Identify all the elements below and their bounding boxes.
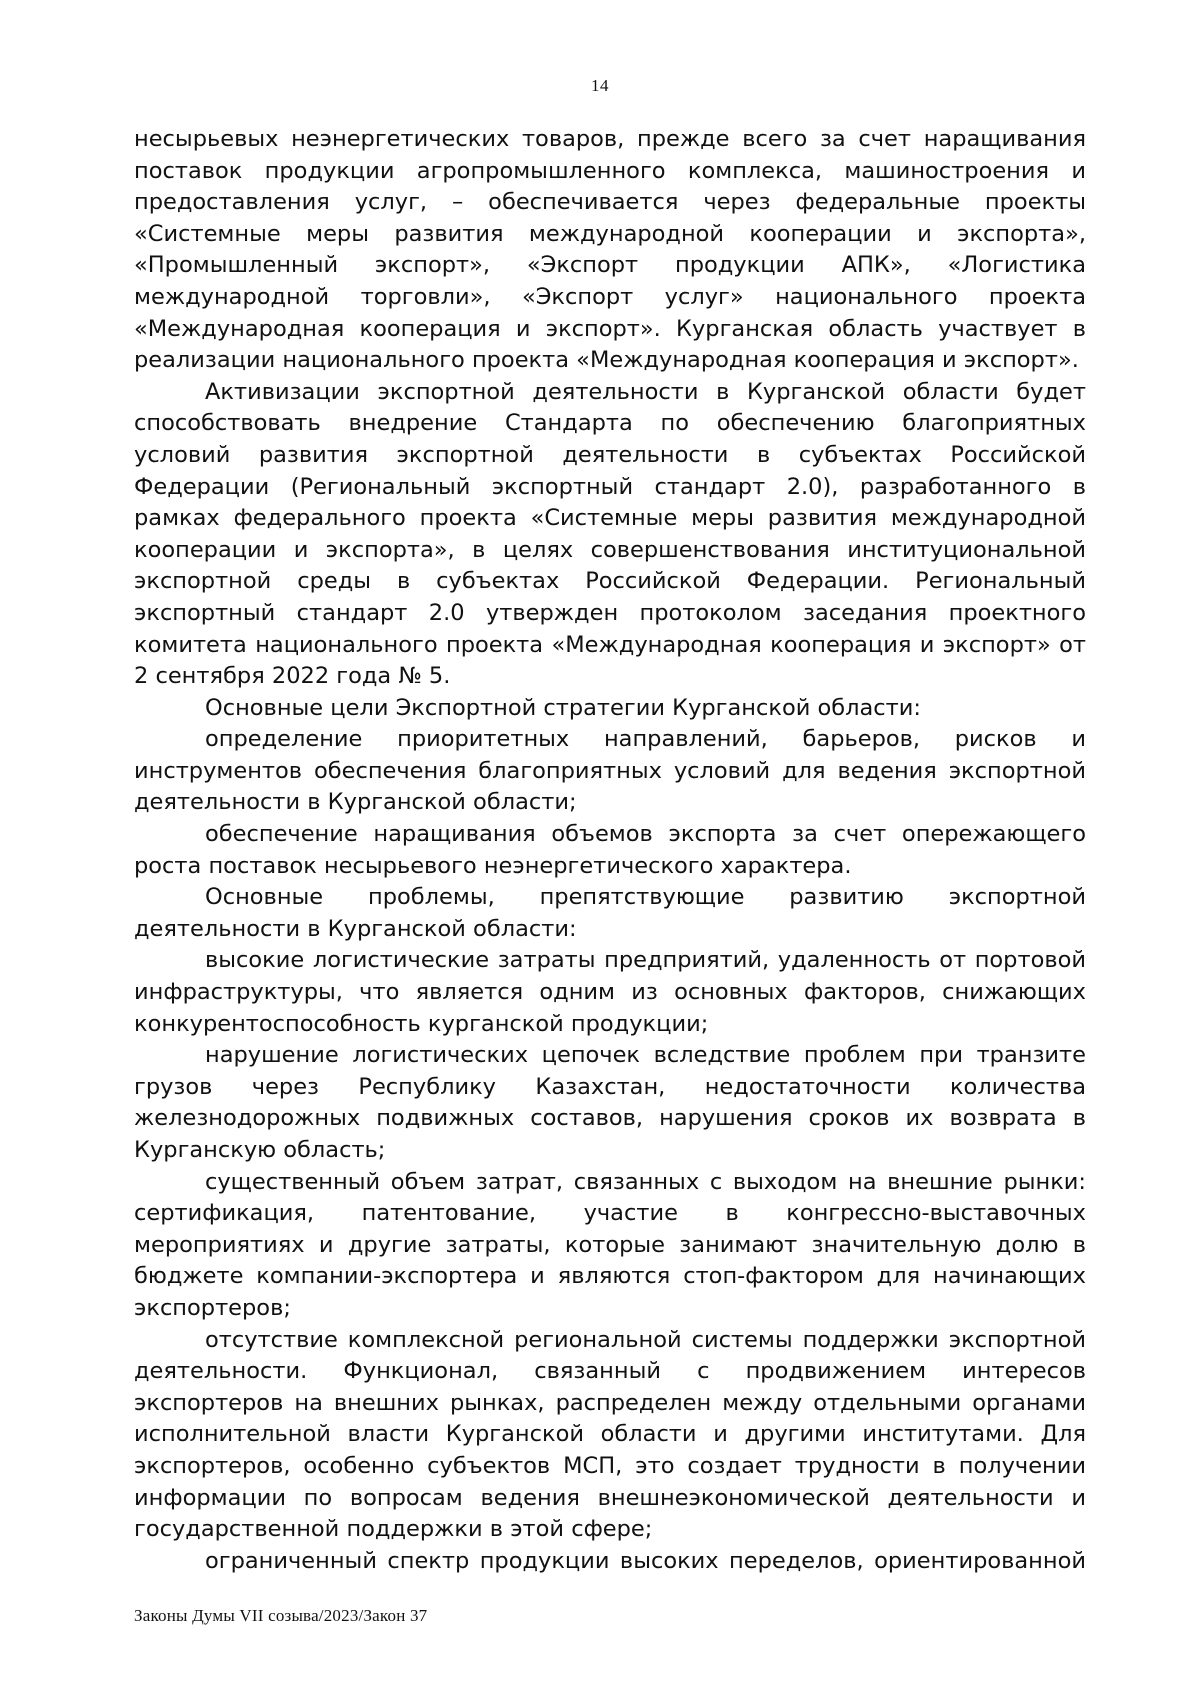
paragraph-problem-5: ограниченный спектр продукции высоких переделов, ориентированной — [205, 1547, 1086, 1574]
paragraph-problem-1: высокие логистические затраты предприятий, удаленность от портовой инфраструктуры, что является одним из основных факторов, снижающих конкурентоспособность курганской продукции; — [134, 947, 1086, 1037]
page-footer: Законы Думы VII созыва/2023/Закон 37 — [134, 1606, 428, 1625]
paragraph-goal-2: обеспечение наращивания объемов экспорта за счет опережающего роста поставок несырьевого неэнергетического характера. — [134, 821, 1086, 879]
paragraph-problems-heading: Основные проблемы, препятствующие развитию экспортной деятельности в Курганской области: — [134, 884, 1086, 942]
paragraph-continuation: несырьевых неэнергетических товаров, прежде всего за счет наращивания поставок продукции агропромышленного комплекса, машиностроения и предоставления услуг, – обеспечивается через федеральные проекты «Системные меры развития международной кооперации и экспорта», «Промышленный экспорт», «Экспорт продукции АПК», «Логистика международной торговли», «Экспорт услуг» национального проекта «Международная кооперация и экспорт». Курганская область участвует в реализации национального проекта «Международная кооперация и экспорт». — [134, 126, 1086, 374]
paragraph-export-standard: Активизации экспортной деятельности в Курганской области будет способствовать внедрение Стандарта по обеспечению благоприятных условий развития экспортной деятельности в субъектах Российской Федерации (Региональный экспортный стандарт 2.0), разработанного в рамках федерального проекта «Системные меры развития международной кооперации и экспорта», в целях совершенствования институциональной экспортной среды в субъектах Российской Федерации. Региональный экспортный стандарт 2.0 утвержден протоколом заседания проектного комитета национального проекта «Международная кооперация и экспорт» от 2 сентября 2022 года № 5. — [134, 378, 1086, 690]
document-body — [134, 124, 1086, 1577]
paragraph-goals-heading: Основные цели Экспортной стратегии Курганской области: — [205, 694, 921, 721]
page-number: 14 — [591, 76, 609, 95]
paragraph-problem-2: нарушение логистических цепочек вследствие проблем при транзите грузов через Республику Казахстан, недостаточности количества железнодорожных подвижных составов, нарушения сроков их возврата в Курганскую область; — [134, 1042, 1086, 1163]
paragraph-problem-3: существенный объем затрат, связанных с выходом на внешние рынки: сертификация, патентование, участие в конгрессно-выставочных мероприятиях и другие затраты, которые занимают значительную долю в бюджете компании-экспортера и являются стоп-фактором для начинающих экспортеров; — [134, 1168, 1086, 1321]
paragraph-problem-4: отсутствие комплексной региональной системы поддержки экспортной деятельности. Функционал, связанный с продвижением интересов экспортеров на внешних рынках, распределен между отдельными органами исполнительной власти Курганской области и другими институтами. Для экспортеров, особенно субъектов МСП, это создает трудности в получении информации по вопросам ведения внешнеэкономической деятельности и государственной поддержки в этой сфере; — [134, 1326, 1086, 1543]
paragraph-goal-1: определение приоритетных направлений, барьеров, рисков и инструментов обеспечения благоприятных условий для ведения экспортной деятельности в Курганской области; — [134, 726, 1086, 816]
